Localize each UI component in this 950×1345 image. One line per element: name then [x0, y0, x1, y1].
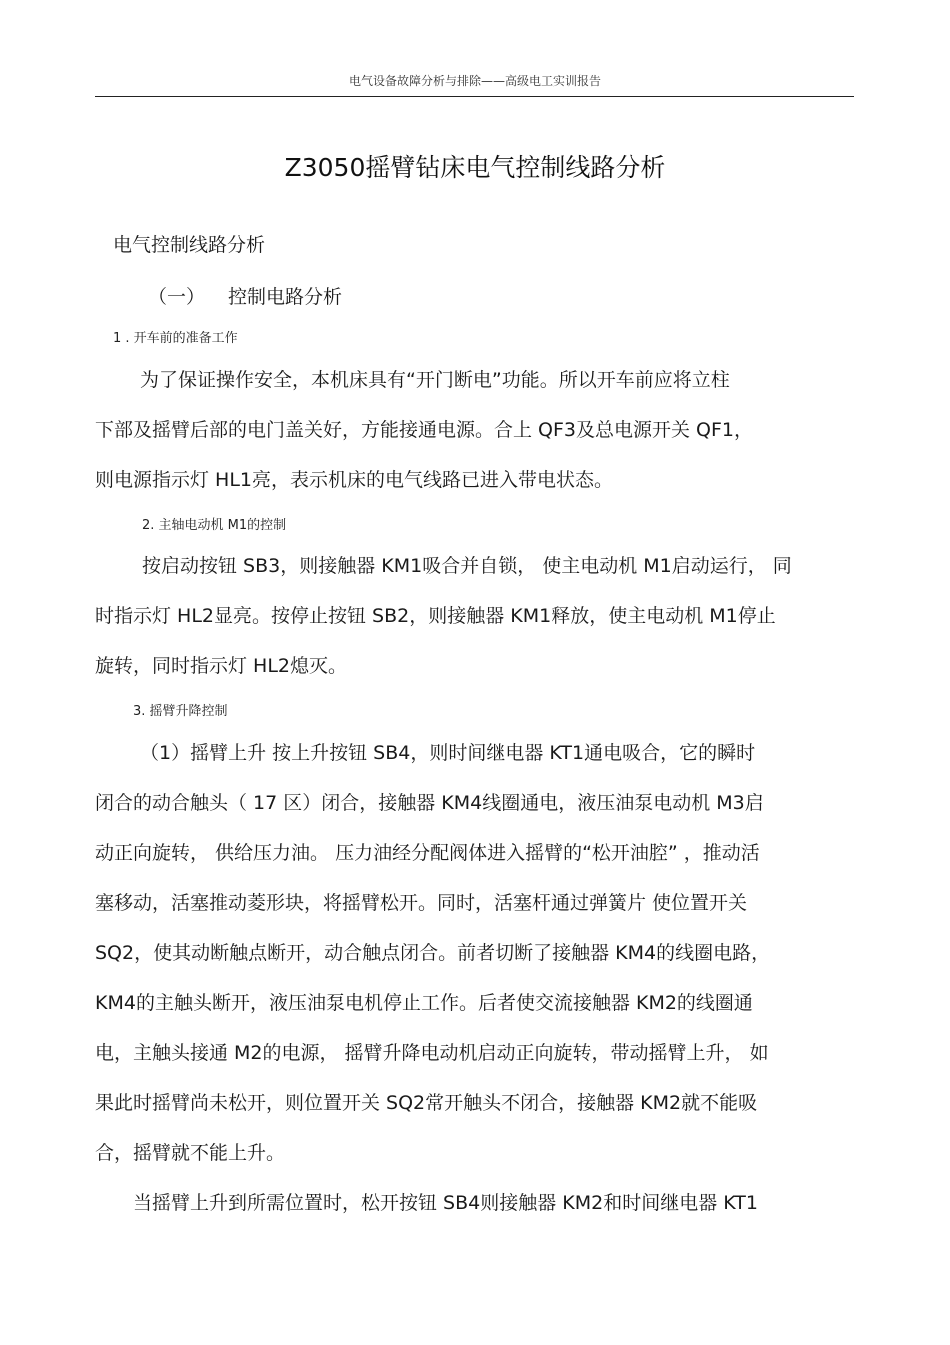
- paragraph-line: KM4的主触头断开，液压油泵电机停止工作。后者使交流接触器 KM2的线圈通: [95, 992, 753, 1014]
- subsection-heading: [148, 282, 342, 309]
- item-heading-2: 2. 主轴电动机 M1的控制: [142, 518, 287, 533]
- paragraph-line: 当摇臂上升到所需位置时，松开按钮 SB4则接触器 KM2和时间继电器 KT1: [133, 1192, 758, 1214]
- paragraph-line: 动正向旋转， 供给压力油。 压力油经分配阀体进入摇臂的“松开油腔” ，推动活: [95, 842, 760, 864]
- paragraph-line: 为了保证操作安全，本机床具有“开门断电”功能。所以开车前应将立柱: [140, 369, 730, 391]
- header-rule: [95, 96, 854, 97]
- paragraph-line: 则电源指示灯 HL1亮，表示机床的电气线路已进入带电状态。: [95, 469, 614, 491]
- paragraph-line: 时指示灯 HL2显亮。按停止按钮 SB2，则接触器 KM1释放，使主电动机 M1停止: [95, 605, 776, 627]
- paragraph-line: 按启动按钮 SB3，则接触器 KM1吸合并自锁， 使主电动机 M1启动运行， 同: [142, 555, 792, 577]
- subsection-label: 控制电路分析: [228, 286, 343, 308]
- paragraph-line: 果此时摇臂尚未松开，则位置开关 SQ2常开触头不闭合，接触器 KM2就不能吸: [95, 1092, 758, 1114]
- paragraph-line: SQ2，使其动断触点断开，动合触点闭合。前者切断了接触器 KM4的线圈电路，: [95, 942, 771, 964]
- document-title: Z3050摇臂钻床电气控制线路分析: [284, 153, 666, 182]
- section-heading: 电气控制线路分析: [113, 234, 266, 256]
- paragraph-line: （1）摇臂上升 按上升按钮 SB4，则时间继电器 KT1通电吸合，它的瞬时: [140, 742, 756, 764]
- item-heading-3: 3. 摇臂升降控制: [133, 704, 228, 719]
- item-heading-1: 1 . 开车前的准备工作: [113, 331, 238, 346]
- paragraph-line: 旋转，同时指示灯 HL2熄灭。: [95, 655, 348, 677]
- paragraph-line: 闭合的动合触头（ 17 区）闭合，接触器 KM4线圈通电，液压油泵电动机 M3启: [95, 792, 764, 814]
- subsection-number: （一）: [148, 286, 206, 308]
- paragraph-line: 下部及摇臂后部的电门盖关好，方能接通电源。合上 QF3及总电源开关 QF1，: [95, 419, 754, 441]
- paragraph-line: 塞移动，活塞推动菱形块，将摇臂松开。同时，活塞杆通过弹簧片 使位置开关: [95, 892, 748, 914]
- running-header: 电气设备故障分析与排除——高级电工实训报告: [348, 74, 601, 88]
- paragraph-line: 电，主触头接通 M2的电源， 摇臂升降电动机启动正向旋转，带动摇臂上升， 如: [95, 1042, 769, 1064]
- paragraph-line: 合，摇臂就不能上升。: [95, 1142, 286, 1164]
